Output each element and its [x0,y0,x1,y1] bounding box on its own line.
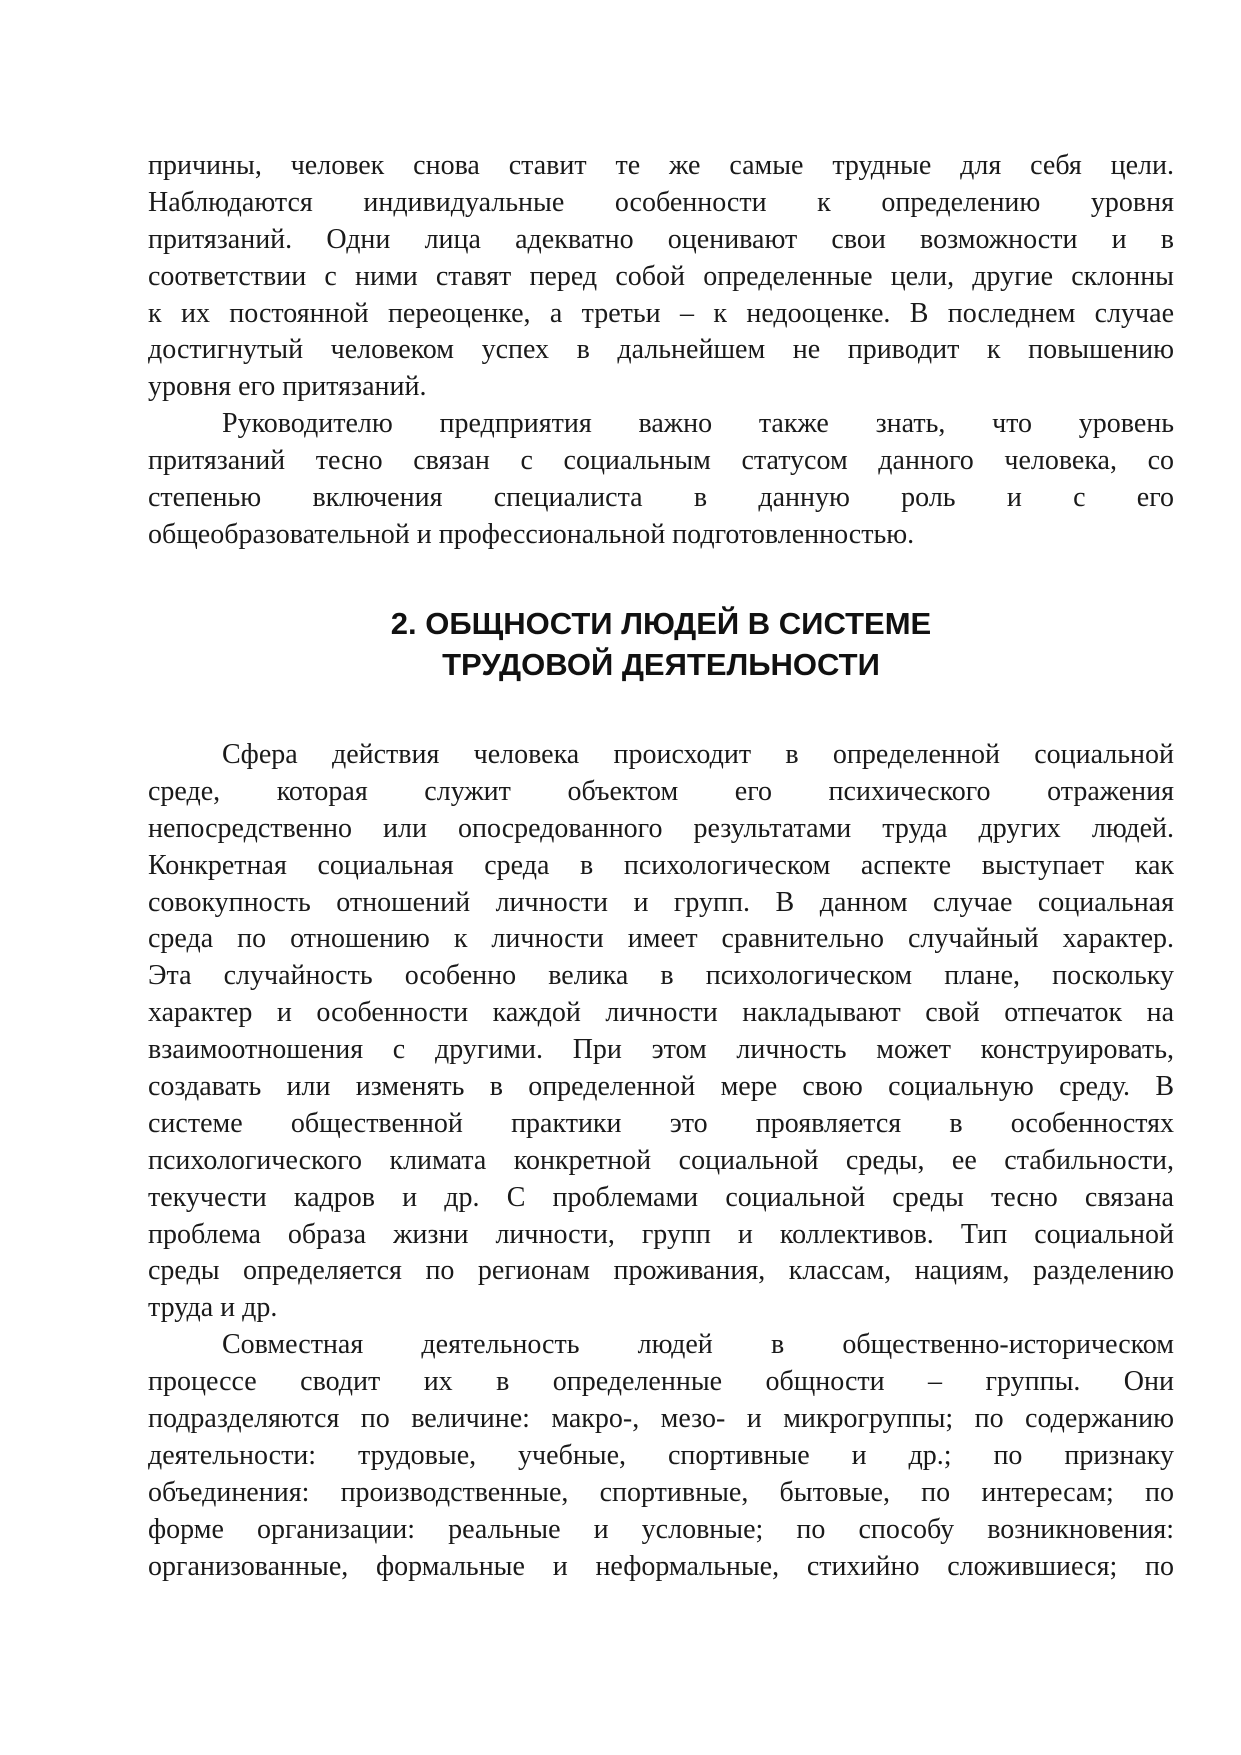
text-line: непосредственно или опосредованного результатами труда других людей. [148,812,1174,844]
text-line: среде, которая служит объектом его психического отражения [148,775,1174,807]
text-line: уровня его притязаний. [148,371,427,403]
text-line: Эта случайность особенно велика в психологическом плане, поскольку [148,960,1174,992]
text-line: общеобразовательной и профессиональной подготовленностью. [148,518,915,550]
text-line: подразделяются по величине: макро-, мезо- и микрогруппы; по содержанию [148,1403,1174,1435]
text-line: соответствии с ними ставят перед собой определенные цели, другие склонны [148,260,1174,292]
text-line: Конкретная социальная среда в психологическом аспекте выступает как [148,849,1174,881]
text-line: деятельности: трудовые, учебные, спортивные и др.; по признаку [148,1439,1174,1471]
text-line: притязаний. Одни лица адекватно оценивают свои возможности и в [148,223,1174,255]
text-line: взаимоотношения с другими. При этом личность может конструировать, [148,1034,1174,1066]
text-line: притязаний тесно связан с социальным статусом данного человека, со [148,445,1174,477]
text-line: степенью включения специалиста в данную роль и с его [148,482,1174,514]
text-line: психологического климата конкретной социальной среды, ее стабильности, [148,1144,1174,1176]
section-heading [148,603,1174,685]
text-line: Наблюдаются индивидуальные особенности к определению уровня [148,186,1174,218]
text-line: форме организации: реальные и условные; по способу возникновения: [148,1513,1174,1545]
text-line: среда по отношению к личности имеет сравнительно случайный характер. [148,923,1174,955]
text-line: к их постоянной переоценке, а третьи – к недооценке. В последнем случае [148,297,1174,329]
text-line: проблема образа жизни личности, групп и коллективов. Тип социальной [148,1218,1174,1250]
text-line: среды определяется по регионам проживания, классам, нациям, разделению [148,1255,1174,1287]
text-line: объединения: производственные, спортивные, бытовые, по интересам; по [148,1476,1174,1508]
text-line: системе общественной практики это проявляется в особенностях [148,1107,1174,1139]
text-line: труда и др. [148,1292,278,1324]
text-line: Сфера действия человека происходит в определенной социальной [222,739,1174,770]
paragraph-block-top [148,148,1174,554]
section-heading-line: ТРУДОВОЙ ДЕЯТЕЛЬНОСТИ [442,647,880,682]
text-line: Руководителю предприятия важно также знать, что уровень [222,408,1174,440]
text-line: достигнутый человеком успех в дальнейшем не приводит к повышению [148,334,1174,366]
text-line: создавать или изменять в определенной мере свою социальную среду. В [148,1071,1174,1103]
section-heading-line: 2. ОБЩНОСТИ ЛЮДЕЙ В СИСТЕМЕ [390,606,932,641]
text-line: причины, человек снова ставит те же самые трудные для себя цели. [148,150,1174,181]
text-line: Совместная деятельность людей в общественно-историческом [222,1329,1174,1361]
text-line: текучести кадров и др. С проблемами социальной среды тесно связана [148,1181,1174,1213]
text-line: процессе сводит их в определенные общности – группы. Они [148,1366,1174,1398]
text-line: характер и особенности каждой личности накладывают свой отпечаток на [148,997,1174,1029]
text-line: совокупность отношений личности и групп. В данном случае социальная [148,886,1174,918]
text-line: организованные, формальные и неформальные, стихийно сложившиеся; по [148,1550,1174,1582]
paragraph-block-main [148,737,1174,1585]
